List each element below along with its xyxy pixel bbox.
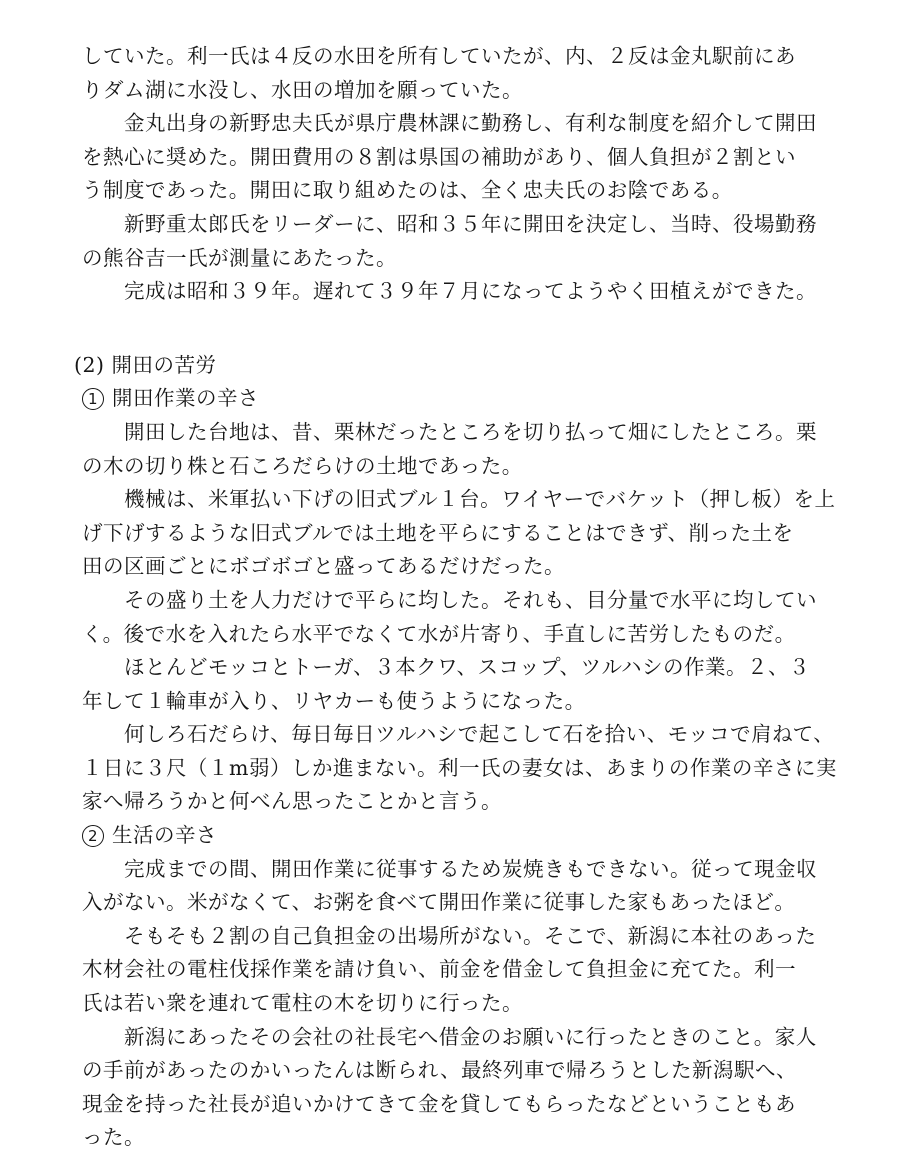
text-line: 入がない。米がなくて、お粥を食べて開田作業に従事した家もあったほど。 xyxy=(82,890,796,915)
text-line: の木の切り株と石ころだらけの土地であった。 xyxy=(82,453,523,478)
text-line: 何しろ石だらけ、毎日毎日ツルハシで起こして石を拾い、モッコで肩ねて、 xyxy=(124,722,835,747)
text-line: 氏は若い衆を連れて電柱の木を切りに行った。 xyxy=(82,991,523,1016)
text-line: 新潟にあったその会社の社長宅へ借金のお願いに行ったときのこと。家人 xyxy=(124,1024,817,1049)
text-line: 機械は、米軍払い下げの旧式ブル１台。ワイヤーでバケット（押し板）を上 xyxy=(124,487,836,512)
circled-number-2: 2 xyxy=(82,825,104,847)
subsection-title: 生活の辛さ xyxy=(112,823,217,848)
item1-paragraph-3 xyxy=(82,584,840,651)
intro-paragraph-4 xyxy=(82,275,840,309)
text-line: げ下げするような旧式ブルでは土地を平らにすることはできず、削った土を xyxy=(82,520,794,545)
text-line: していた。利一氏は４反の水田を所有していたが、内、２反は金丸駅前にあ xyxy=(82,44,796,68)
subsection-heading-1 xyxy=(82,382,840,416)
intro-paragraph-2 xyxy=(82,107,840,208)
item2-paragraph-3 xyxy=(82,1021,840,1155)
subsection-title: 開田作業の辛さ xyxy=(112,386,259,411)
text-line: １日に３尺（１m弱）しか進まない。利一氏の妻女は、あまりの作業の辛さに実 xyxy=(82,755,837,780)
item1-paragraph-1 xyxy=(82,416,840,483)
section-heading: (2) 開田の苦労 xyxy=(74,352,217,377)
text-line: そもそも２割の自己負担金の出場所がない。そこで、新潟に本社のあった xyxy=(124,923,817,948)
text-line: 金丸出身の新野忠夫氏が県庁農林課に勤務し、有利な制度を紹介して開田 xyxy=(124,111,817,136)
item1-paragraph-5 xyxy=(82,718,840,819)
text-line: の熊谷吉一氏が測量にあたった。 xyxy=(82,245,397,270)
text-line: 新野重太郎氏をリーダーに、昭和３５年に開田を決定し、当時、役場勤務 xyxy=(124,211,817,236)
intro-paragraph-1 xyxy=(82,40,840,107)
text-line: 完成は昭和３９年。遅れて３９年７月になってようやく田植えができた。 xyxy=(124,279,817,304)
text-line: 完成までの間、開田作業に従事するため炭焼きもできない。従って現金収 xyxy=(124,856,817,881)
text-line: 田の区画ごとにボゴボゴと盛ってあるだけだった。 xyxy=(82,554,565,579)
item2-paragraph-2 xyxy=(82,920,840,1021)
text-line: を熱心に奨めた。開田費用の８割は県国の補助があり、個人負担が２割とい xyxy=(82,144,796,169)
text-line: 現金を持った社長が追いかけてきて金を貸してもらったなどということもあ xyxy=(82,1091,796,1116)
item2-paragraph-1 xyxy=(82,853,840,920)
text-line: 木材会社の電柱伐採作業を請け負い、前金を借金して負担金に充てた。利一 xyxy=(82,957,796,982)
text-line: く。後で水を入れたら水平でなくて水が片寄り、手直しに苦労したものだ。 xyxy=(82,621,796,646)
text-line: う制度であった。開田に取り組めたのは、全く忠夫氏のお陰である。 xyxy=(82,178,733,203)
circled-number-1: 1 xyxy=(82,388,104,410)
text-line: 開田した台地は、昔、栗林だったところを切り払って畑にしたところ。栗 xyxy=(124,419,817,444)
text-line: ほとんどモッコとトーガ、３本クワ、スコップ、ツルハシの作業。２、３ xyxy=(124,655,811,680)
item1-paragraph-4 xyxy=(82,651,840,718)
text-line: 家へ帰ろうかと何べん思ったことかと言う。 xyxy=(82,789,502,814)
intro-paragraph-3 xyxy=(82,208,840,275)
text-line: った。 xyxy=(82,1125,145,1150)
text-line: その盛り土を人力だけで平らに均した。それも、目分量で水平に均してい xyxy=(124,587,817,612)
text-line: の手前があったのかいったんは断られ、最終列車で帰ろうとした新潟駅へ、 xyxy=(82,1058,798,1083)
section-gap xyxy=(82,309,840,349)
subsection-heading-2 xyxy=(82,819,840,853)
text-line: 年して１輪車が入り、リヤカーも使うようになった。 xyxy=(82,688,586,713)
item1-paragraph-2 xyxy=(82,483,840,584)
text-line: りダム湖に水没し、水田の増加を願っていた。 xyxy=(82,77,523,102)
